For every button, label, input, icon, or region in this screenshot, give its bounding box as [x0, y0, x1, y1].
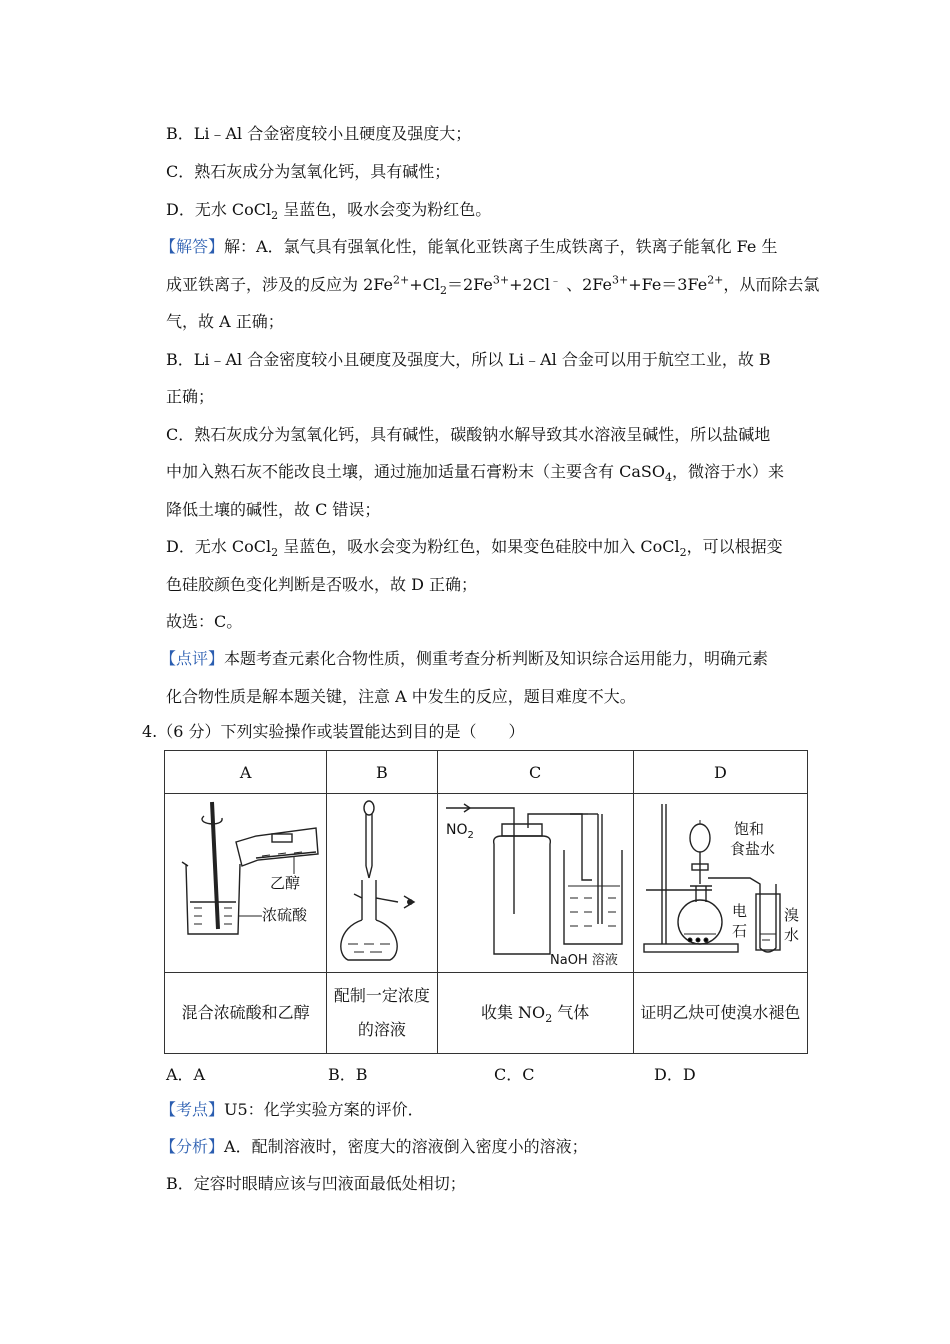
text-part: ，微溶于水）来 [671, 462, 784, 481]
subscript: 2 [439, 284, 447, 298]
text-part: ＝2Fe [446, 275, 493, 294]
text-part: 呈蓝色，吸水会变为粉红色。 [278, 200, 492, 219]
caption-b [327, 973, 437, 1054]
caption-c-part: 收集 NO [480, 1003, 546, 1022]
superscript: 2+ [707, 273, 724, 287]
text-line [160, 1100, 424, 1120]
acetylene-apparatus-figure [634, 794, 806, 968]
carbide-label-1: 电 [732, 902, 748, 920]
comment-tag: 【点评】 [160, 649, 225, 668]
caption-b-line2: 的溶液 [357, 1020, 406, 1039]
text-line: C．熟石灰成分为氢氧化钙，具有碱性； [166, 162, 451, 181]
header-b: B [327, 751, 437, 794]
text-part: +2Cl [509, 275, 551, 294]
figure-a-cell [165, 794, 327, 973]
text-line [166, 462, 784, 485]
gas-collection-figure [438, 794, 632, 968]
no2-label: $NO_2$ [446, 822, 474, 841]
text-part: +Cl [409, 275, 440, 294]
text-line [166, 200, 492, 223]
caption-c [437, 973, 633, 1054]
figure-b-cell [327, 794, 437, 973]
superscript: 3+ [611, 273, 629, 287]
caption-b-line1: 配制一定浓度 [333, 986, 430, 1005]
subscript: 2 [545, 1012, 553, 1026]
text-line: C．熟石灰成分为氢氧化钙，具有碱性，碳酸钠水解导致其水溶液呈碱性，所以盐碱地 [166, 425, 771, 444]
text-part: 本题考查元素化合物性质，侧重考查分析判断及知识综合运用能力，明确元素 [224, 649, 769, 668]
text-line: B．Li﹣Al 合金密度较小且硬度及强度大，所以 Li﹣Al 合金可以用于航空工业，故 B [166, 350, 771, 369]
subscript: 4 [664, 471, 672, 485]
text-part: +Fe＝3Fe [628, 275, 708, 294]
figure-d-cell [633, 794, 807, 973]
text-part: 、2Fe [561, 275, 612, 294]
text-line [160, 237, 777, 257]
text-part: ，从而除去氯 [723, 275, 820, 294]
caption-c-part: 气体 [552, 1003, 590, 1022]
text-part: 解：A．氯气具有强氧化性，能氧化亚铁离子生成铁离子，铁离子能氧化 Fe 生 [224, 237, 778, 256]
text-line: 气，故 A 正确； [166, 312, 284, 331]
text-line: 色硅胶颜色变化判断是否吸水，故 D 正确； [166, 575, 478, 594]
text-part: D．无水 CoCl [166, 200, 272, 219]
header-c: C [437, 751, 633, 794]
choice-b[interactable]: B．B [328, 1065, 368, 1084]
brine-label-1: 饱和 [734, 820, 765, 838]
text-line: B．Li﹣Al 合金密度较小且硬度及强度大； [166, 124, 472, 143]
text-line [160, 649, 768, 669]
text-line [166, 273, 820, 298]
text-line: B．定容时眼睛应该与凹液面最低处相切； [166, 1174, 466, 1193]
caption-d: 证明乙炔可使溴水褪色 [633, 973, 807, 1054]
text-line: 化合物性质是解本题关键，注意 A 中发生的反应，题目难度不大。 [166, 687, 636, 706]
analysis-tag: 【分析】 [160, 1137, 225, 1156]
mixing-apparatus-figure [166, 794, 326, 968]
subscript: 2 [271, 546, 279, 560]
superscript: ﹣ [550, 273, 562, 287]
text-part: 成亚铁离子，涉及的反应为 2Fe [166, 275, 393, 294]
text-part: D．无水 CoCl [166, 537, 272, 556]
text-part: A．配制溶液时，密度大的溶液倒入密度小的溶液； [224, 1137, 588, 1156]
carbide-label-2: 石 [732, 922, 748, 940]
superscript: 2+ [392, 273, 410, 287]
choice-c[interactable]: C．C [494, 1065, 535, 1084]
header-a: A [165, 751, 327, 794]
text-line: 降低土壤的碱性，故 C 错误； [166, 500, 381, 519]
text-line: 正确； [166, 387, 215, 406]
ethanol-label: 乙醇 [269, 874, 300, 892]
text-line [160, 1137, 588, 1157]
figure-c-cell [437, 794, 633, 973]
question-4-stem: 4.（6 分）下列实验操作或装置能达到目的是（ ） [142, 722, 525, 741]
caption-a: 混合浓硫酸和乙醇 [165, 973, 327, 1054]
text-line [166, 537, 783, 560]
header-d: D [633, 751, 807, 794]
naoh-label: NaOH 溶液 [550, 953, 618, 968]
text-part: U5：化学实验方案的评价． [224, 1100, 424, 1119]
superscript: 3+ [492, 273, 510, 287]
brine-label-2: 食盐水 [730, 840, 776, 858]
volumetric-flask-figure [328, 794, 436, 968]
choice-a[interactable]: A．A [166, 1065, 206, 1084]
subscript: 2 [679, 546, 687, 560]
text-part: 中加入熟石灰不能改良土壤，通过施加适量石膏粉末（主要含有 CaSO [166, 462, 665, 481]
bromine-label-1: 溴 [784, 906, 800, 924]
text-part: 呈蓝色，吸水会变为粉红色，如果变色硅胶中加入 CoCl [278, 537, 680, 556]
sulfuric-acid-label: 浓硫酸 [261, 906, 307, 924]
options-table [164, 750, 808, 1054]
text-line: 故选：C。 [166, 612, 243, 631]
choice-d[interactable]: D．D [654, 1065, 696, 1084]
kaodian-tag: 【考点】 [160, 1100, 225, 1119]
subscript: 2 [271, 209, 279, 223]
text-part: ，可以根据变 [686, 537, 783, 556]
answer-tag: 【解答】 [160, 237, 225, 256]
bromine-label-2: 水 [784, 926, 800, 944]
